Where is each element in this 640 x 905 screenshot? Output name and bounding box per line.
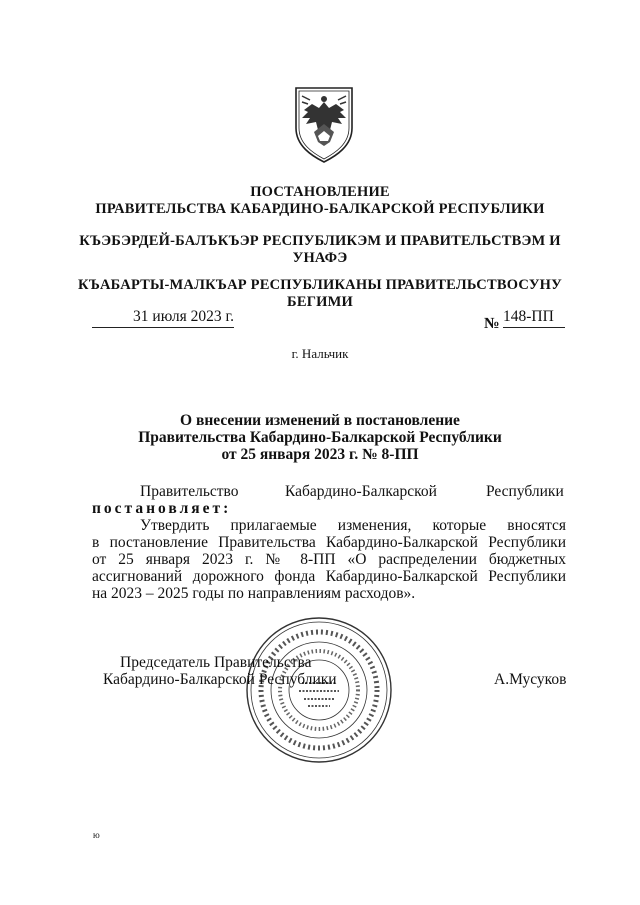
body-word-republic: Республики xyxy=(486,483,564,500)
number-sign: № xyxy=(484,315,500,332)
balkar-title-line1: КЪАБАРТЫ-МАЛКЪАР РЕСПУБЛИКАНЫ ПРАВИТЕЛЬСТВОСУНУ xyxy=(78,277,562,293)
balkar-title-line2: БЕГИМИ xyxy=(287,294,353,310)
signatory-title-line1: Председатель Правительства xyxy=(120,654,312,671)
document-title-line3: от 25 января 2023 г. № 8-ПП xyxy=(221,446,419,463)
document-number: 148-ПП xyxy=(503,308,565,328)
resolves-word: постановляет: xyxy=(92,500,232,517)
kabardian-title-line2: УНАФЭ xyxy=(292,250,348,266)
coat-of-arms-emblem xyxy=(292,84,356,164)
paragraph-line-2: в постановление Правительства Кабардино-Балкарской Республики xyxy=(92,534,566,551)
document-title-line2: Правительства Кабардино-Балкарской Республики xyxy=(138,429,502,446)
document-type: ПОСТАНОВЛЕНИЕ xyxy=(250,184,390,200)
document-title-line1: О внесении изменений в постановление xyxy=(180,412,460,429)
city: г. Нальчик xyxy=(291,346,349,361)
signatory-title-line2: Кабардино-Балкарской Республики xyxy=(103,671,337,688)
issuing-authority: ПРАВИТЕЛЬСТВА КАБАРДИНО-БАЛКАРСКОЙ РЕСПУБЛИКИ xyxy=(95,201,545,217)
paragraph-line-4: ассигнований дорожного фонда Кабардино-Балкарской Республики xyxy=(92,568,566,585)
body-word-kbr: Кабардино-Балкарской xyxy=(285,483,437,500)
paragraph-line-3: от 25 января 2023 г. № 8-ПП «О распределении бюджетных xyxy=(92,551,566,568)
body-word-government: Правительство xyxy=(140,483,239,500)
kabardian-title-line1: КЪЭБЭРДЕЙ-БАЛЪКЪЭР РЕСПУБЛИКЭМ И ПРАВИТЕЛЬСТВЭМ И xyxy=(79,233,561,249)
paragraph-line-1: Утвердить прилагаемые изменения, которые вносятся xyxy=(140,517,566,534)
official-seal-stamp xyxy=(244,615,394,765)
document-date: 31 июля 2023 г. xyxy=(92,308,234,328)
paragraph-line-5: на 2023 – 2025 годы по направлениям расходов». xyxy=(92,585,416,602)
footer-mark: ю xyxy=(93,830,100,840)
signatory-name: А.Мусуков xyxy=(494,671,567,688)
